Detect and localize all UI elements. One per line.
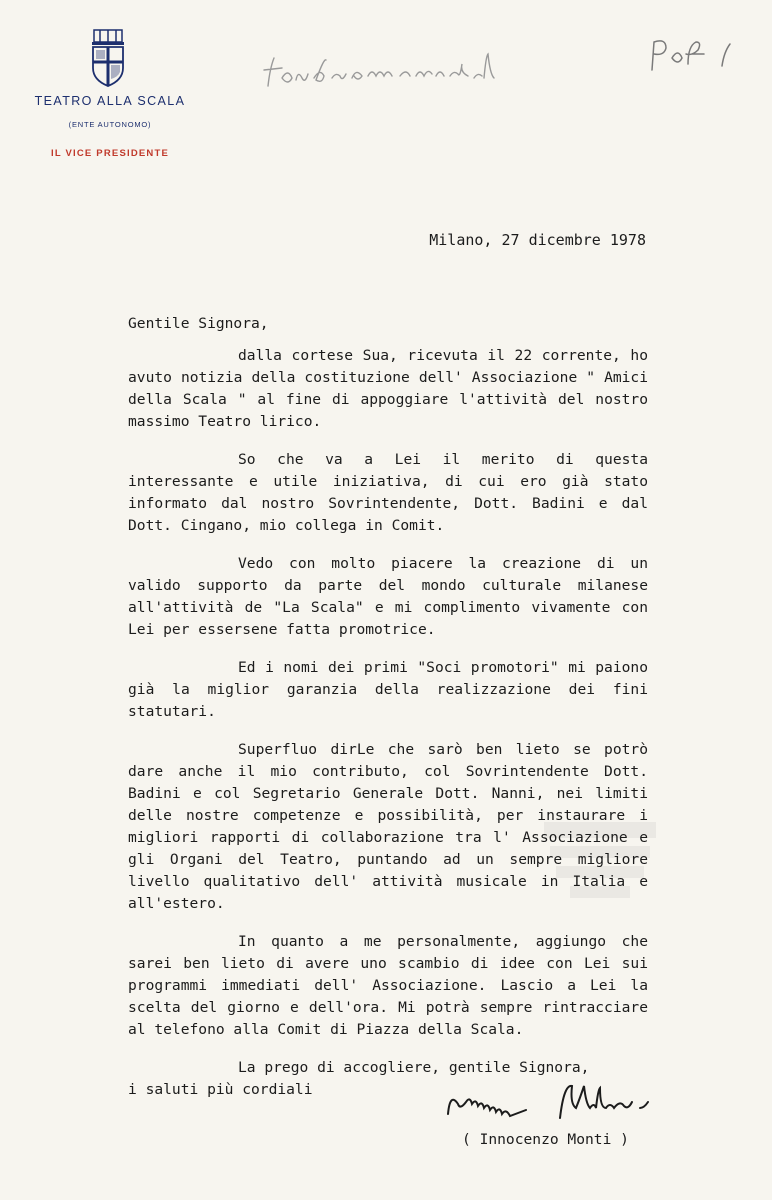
signatory-name: ( Innocenzo Monti ) [462,1131,629,1148]
paragraph: Superfluo dirLe che sarò ben lieto se potrò dare anche il mio contributo, col Sovrintendente Dott. Badini e col Segretario Generale Dott. Nanni, nei limiti delle nostre competenze e possibilità, per instaurare i migliori rapporti di collaborazione tra l' Associazione e gli Organi del Teatro, puntando ad un sempre migliore livello qualitativo dell' attività musicale in Italia e all'estero. [128,741,648,912]
closing: La prego di accogliere, gentile Signora, [238,1059,590,1076]
closing-regards: i saluti più cordiali [128,1081,313,1098]
letter-body [128,313,648,1101]
paragraph: So che va a Lei il merito di questa interessante e utile iniziativa, di cui ero già stato informato dal nostro Sovrintendente, Dott. Badini e dal Dott. Cingano, mio collega in Comit. [128,451,648,534]
letterhead-office: IL VICE PRESIDENTE [50,148,170,159]
handwritten-archive-reference [648,34,738,74]
handwritten-archive-note [262,48,522,98]
salutation: Gentile Signora, [128,315,269,332]
coat-of-arms-icon [90,28,126,88]
paragraph: dalla cortese Sua, ricevuta il 22 corrente, ho avuto notizia della costituzione dell' Associazione " Amici della Scala " al fine di appoggiare l'attività del nostro massimo Teatro lirico. [128,347,648,430]
paragraph: Ed i nomi dei primi "Soci promotori" mi paiono già la miglior garanzia della realizzazione dei fini statutari. [128,659,648,720]
letterhead-entity: (ENTE AUTONOMO) [68,120,152,129]
letter-date: Milano, 27 dicembre 1978 [429,231,646,249]
letterhead-theatre-name: TEATRO ALLA SCALA [34,94,186,108]
handwritten-signature [440,1074,680,1134]
paragraph: Vedo con molto piacere la creazione di un valido supporto da parte del mondo culturale milanese all'attività de "La Scala" e mi complimento vivamente con Lei per essersene fatta promotrice. [128,555,648,638]
paragraph: In quanto a me personalmente, aggiungo che sarei ben lieto di avere uno scambio di idee con Lei sui programmi immediati dell' Associazione. Lascio a Lei la scelta del giorno e dell'ora. Mi potrà sempre rintracciare al telefono alla Comit di Piazza della Scala. [128,933,648,1038]
